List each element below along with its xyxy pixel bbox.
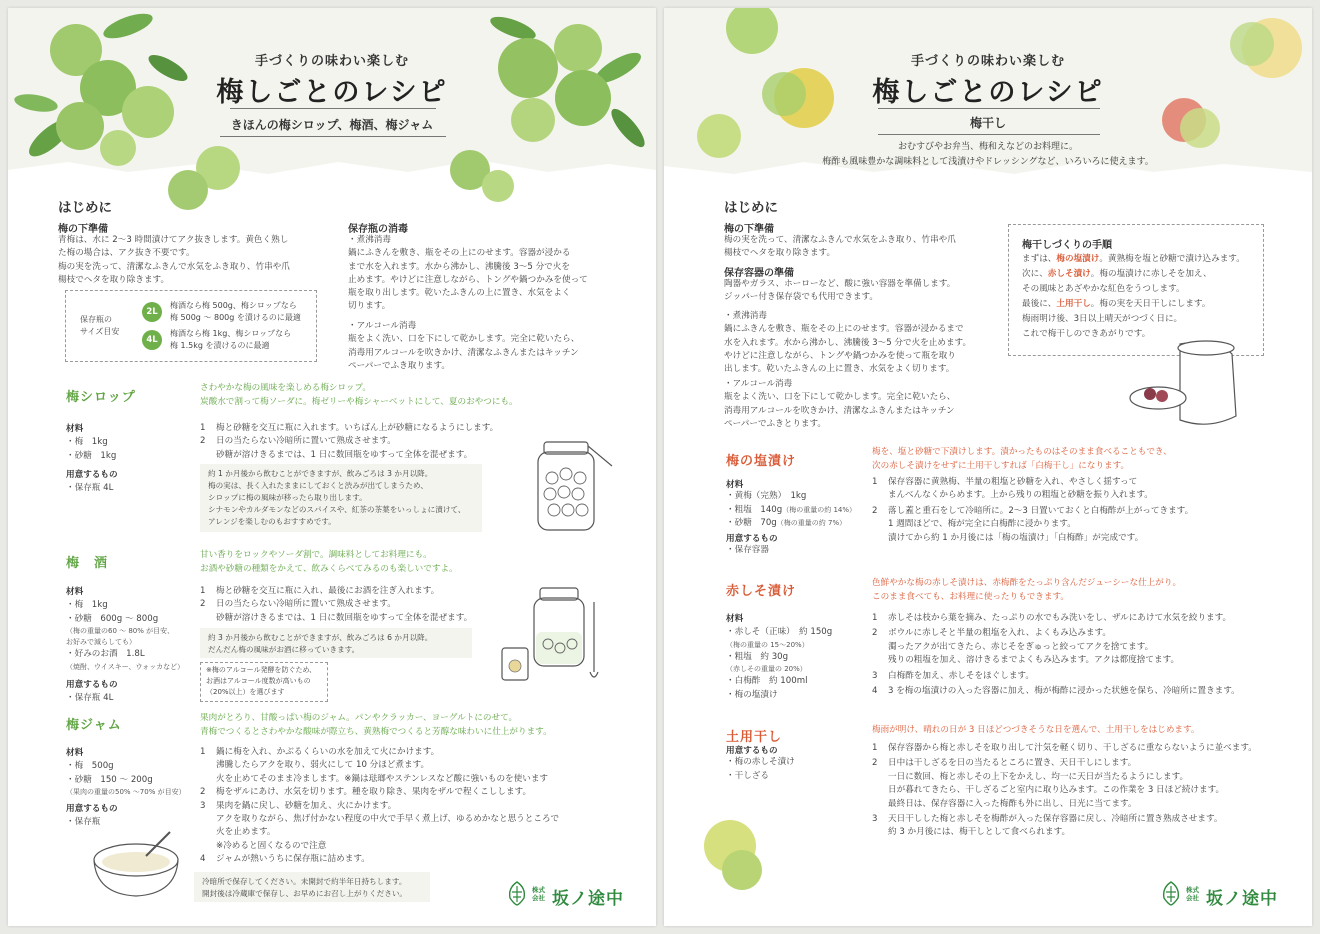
container-alcohol: ・アルコール消毒 瓶をよく洗い、口を下にして乾かします。完全に乾いたら、 消毒用アルコールを吹きかけ、清潔なふきんまたはキッチン ペーパーでふきとります。 xyxy=(724,379,956,429)
header-tagline: 梅干し xyxy=(969,116,1006,130)
shiso-steps: 1 赤しそは枝から葉を摘み、たっぷりの水でもみ洗いをし、ザルにあけて水気を絞ります。 2 ボウルに赤しそと半量の粗塩を入れ、よくもみ込みます。 濁ったアクが出てきたら、赤じそをぎゅっと絞ってアクを捨てます。 残りの粗塩を加え、溶けきるまでよくもみ込みます。アクは都度捨てます。 3 白梅酢を加え、赤しそをほぐします。 4 3 を梅の塩漬けの入った容器に加え、梅が梅酢に浸かった状態を保ち、冷暗所に置きます。 xyxy=(872,613,1240,697)
jam-steps: 1 鍋に梅を入れ、かぶるくらいの水を加えて火にかけます。 沸騰したらアクを取り、弱火にして 10 分ほど煮ます。 火を止めてそのまま冷まします。※鍋は琺瑯やステンレスなど酸に強いものを使います 2 梅をザルにあけ、水気を切ります。種を取り除き、果肉をザルで程くこしします。 3 果肉を鍋に戻し、砂糖を加え、火にかけます。 アクを取りながら、焦げ付かない程度の中火で手早く煮上げ、ゆるめかなと思うところで 火を止めます。 ※冷めると固くなるので注意 4 ジャムが熱いうちに保存瓶に詰めます。 xyxy=(200,747,560,865)
syrup-materials-head: 材料 xyxy=(66,424,84,434)
logo-main-text: 坂ノ途中 xyxy=(552,889,624,909)
jam-bowl-illustration xyxy=(86,826,186,906)
liquor-tools-head: 用意するもの xyxy=(66,680,118,690)
dry-lead: 梅雨が明け、晴れの日が 3 日ほどつづきそうな日を選んで、土用干しをはじめます。 xyxy=(872,725,1200,735)
liquor-aside: ※梅のアルコール発酵を防ぐため、 お酒はアルコール度数が高いもの （20%以上）を選びます xyxy=(206,666,317,696)
liquor-steps: 1 梅と砂糖を交互に瓶に入れ、最後にお酒を注ぎ入れます。 2 日の当たらない冷暗所に置いて熟成させます。 砂糖が溶けきるまでは、1 日に数回瓶をゆすって全体を混ぜます。 xyxy=(200,586,473,623)
header-rule-bottom xyxy=(878,134,1100,135)
syrup-jar-illustration xyxy=(528,438,618,538)
intro-title: はじめに xyxy=(724,200,778,216)
header-subtitle: 手づくりの味わい楽しむ xyxy=(910,54,1065,69)
left-page xyxy=(8,8,656,926)
procedure-title: 梅干しづくりの手順 xyxy=(1022,240,1112,251)
liquor-materials: ・梅 1kg ・砂糖 600g 〜 800g （梅の重量の60 〜 80% が目安、 お好みで減らしても） ・好みのお酒 1.8L （焼酎、ウイスキー、ウォッカなど） xyxy=(66,600,185,671)
dry-tools: ・梅の赤しそ漬け ・干しざる xyxy=(726,757,795,781)
prep-title: 梅の下準備 xyxy=(724,224,774,235)
jar-boil: ・煮沸消毒 鍋にふきんを敷き、瓶をその上にのせます。容器が浸かる まで水を入れます。水から沸かし、沸騰後 3〜5 分で火を 止めます。やけどに注意しながら、トングや鍋つかみを使って 瓶を取り出します。乾いたふきんの上に置き、水気をよく 切ります。 xyxy=(348,235,588,312)
shiso-lead: 色鮮やかな梅の赤しそ漬けは、赤梅酢をたっぷり含んだジューシーな仕上がり。 このまま食べても、お料理に使ったりもできます。 xyxy=(872,578,1182,602)
ume-pot-illustration xyxy=(1128,336,1248,436)
company-logo xyxy=(1160,880,1284,910)
header-subtitle: 手づくりの味わい楽しむ xyxy=(254,54,409,69)
salt-materials: ・黄梅（完熟） 1kg ・粗塩 140g（梅の重量の約 14%） ・砂糖 70g（梅の重量の約 7%） xyxy=(726,491,857,528)
salt-title: 梅の塩漬け xyxy=(726,454,797,469)
dry-tools-head: 用意するもの xyxy=(726,746,778,756)
container-title: 保存容器の準備 xyxy=(724,268,794,279)
salt-lead: 梅を、塩と砂糖で下漬けします。漬かったものはそのまま食べることもでき、 次の赤しそ漬けをせずに土用干しすれば「白梅干し」になります。 xyxy=(872,447,1172,471)
ume-fruit-bottom-illustration xyxy=(694,810,784,900)
liquor-title: 梅 酒 xyxy=(66,556,109,571)
salt-materials-head: 材料 xyxy=(726,480,744,490)
intro-title: はじめに xyxy=(58,200,112,216)
company-logo xyxy=(506,880,626,910)
liquor-jar-illustration xyxy=(496,582,606,692)
syrup-steps: 1 梅と砂糖を交互に瓶に入れます。いちばん上が砂糖になるようにします。 2 日の当たらない冷暗所に置いて熟成させます。 砂糖が溶けきるまでは、1 日に数回瓶をゆすって全体を混ぜます。 xyxy=(200,423,499,460)
size-guide-2l-text: 梅酒なら梅 500g、梅シロップなら 梅 500g 〜 800g を漬けるのに最適 xyxy=(170,301,301,322)
dry-steps: 1 保存容器から梅と赤しそを取り出して汁気を軽く切り、干しざるに重ならないように並べます。 2 日中は干しざるを日の当たるところに置き、天日干しにします。 一日に数回、梅と赤しその上下をかえし、均一に天日が当たるようにします。 日が暮れてきたら、干しざるごと室内に取り込みます。この作業を 3 日ほど続けます。 最終日は、保存容器に入った梅酢も外に出し、日光に当てます。 3 天日干しした梅と赤しそを梅酢が入った保存容器に戻し、冷暗所に置き熟成させます。 約 3 か月後には、梅干しとして食べられます。 xyxy=(872,743,1257,838)
prep-text: 青梅は、水に 2〜3 時間漬けてアク抜きします。黄色く熟し た梅の場合は、アク抜き不要です。 梅の実を洗って、清潔なふきんで水気をふき取り、竹串や爪 楊枝でヘタを取り除きます。 xyxy=(58,235,290,285)
jam-lead: 果肉がとろり、甘酸っぱい梅のジャム。パンやクラッカー、ヨーグルトにのせて。 青梅でつくるとさわやかな酸味が際立ち、黄熟梅でつくると芳醇な味わいに仕上がります。 xyxy=(200,713,552,737)
prep-title: 梅の下準備 xyxy=(58,224,108,235)
size-guide-4l-text: 梅酒なら梅 1kg、梅シロップなら 梅 1.5kg を漬けるのに最適 xyxy=(170,329,292,350)
prep-text: 梅の実を洗って、清潔なふきんで水気をふき取り、竹串や爪 楊枝でヘタを取り除きます。 xyxy=(724,235,956,259)
container-text: 陶器やガラス、ホーローなど、酸に強い容器を準備します。 ジッパー付き保存袋でも代用できます。 xyxy=(724,279,956,303)
salt-steps: 1 保存容器に黄熟梅、半量の粗塩と砂糖を入れ、やさしく揺すって まんべんなくからめます。上から残りの粗塩と砂糖を振り入れます。 2 落し蓋と重石をして冷暗所に。2〜3 日置いておくと白梅酢が上がってきます。 1 週間ほどで、梅が完全に白梅酢に浸かります。 漬けてから約 1 か月後には「梅の塩漬け」「白梅酢」が完成です。 xyxy=(872,477,1194,543)
header-title: 梅しごとのレシピ xyxy=(216,77,448,108)
shiso-materials: ・赤しそ（正味） 約 150g （梅の重量の 15〜20%） ・粗塩 約 30g （赤しその重量の 20%） ・白梅酢 約 100ml ・梅の塩漬け xyxy=(726,627,833,700)
logo-main-text: 坂ノ途中 xyxy=(1206,889,1278,909)
container-boil: ・煮沸消毒 鍋にふきんを敷き、瓶をその上にのせます。容器が浸かるまで 水を入れます。水から沸かし、沸騰後 3〜5 分で火を止めます。 やけどに注意しながら、トングや鍋つかみを使って瓶を取り 出します。乾いたふきんの上に置き、水気をよく切ります。 xyxy=(724,311,972,375)
shiso-title: 赤しそ漬け xyxy=(726,584,797,599)
jam-note: 冷暗所で保存してください。未開封で約半年日持ちします。 開封後は冷蔵庫で保存し、お早めにお召し上がりください。 xyxy=(194,872,430,902)
procedure-text: まずは、梅の塩漬け。黄熟梅を塩と砂糖で漬け込みます。 次に、赤しそ漬け。梅の塩漬けに赤しそを加え、 その風味とあざやかな紅色をうつします。 最後に、土用干し。梅の実を天日干しにします。 梅雨明け後、3日以上晴天がつづく日に。 これで梅干しのできあがりです。 xyxy=(1022,254,1245,339)
size-badge-2l: 2L xyxy=(142,302,162,322)
syrup-tools-head: 用意するもの xyxy=(66,470,118,480)
liquor-lead: 甘い香りをロックやソーダ割で。調味料としてお料理にも。 お酒や砂糖の種類をかえて、飲みくらべてみるのも楽しいですよ。 xyxy=(200,550,458,574)
syrup-tools: ・保存瓶 4L xyxy=(66,483,114,493)
logo-mark-icon xyxy=(506,880,528,906)
jam-materials: ・梅 500g ・砂糖 150 〜 200g （果肉の重量の50% 〜70% が目安） xyxy=(66,761,186,796)
jam-tools: ・保存瓶 xyxy=(66,817,101,827)
syrup-lead: さわやかな梅の風味を楽しめる梅シロップ。 炭酸水で割って梅ソーダに。梅ゼリーや梅シャーベットにして、夏のおやつにも。 xyxy=(200,383,518,407)
logo-small-text: 株式 会社 xyxy=(1186,886,1199,902)
header-rule-top xyxy=(230,108,436,109)
logo-mark-icon xyxy=(1160,880,1182,906)
right-page xyxy=(664,8,1312,926)
shiso-materials-head: 材料 xyxy=(726,614,744,624)
jam-materials-head: 材料 xyxy=(66,748,84,758)
header-title: 梅しごとのレシピ xyxy=(872,77,1104,108)
liquor-tools: ・保存瓶 4L xyxy=(66,693,114,703)
size-guide-label: 保存瓶の サイズ目安 xyxy=(80,315,120,336)
header-rule-bottom xyxy=(220,136,446,137)
header-tagline: きほんの梅シロップ、梅酒、梅ジャム xyxy=(230,118,434,132)
syrup-title: 梅シロップ xyxy=(66,390,136,405)
salt-tools: ・保存容器 xyxy=(726,545,769,555)
syrup-note: 約 1 か月後から飲むことができますが、飲みごろは 3 か月以降。 梅の実は、長く入れたままにしておくと渋みが出てしまうため、 シロップに梅の風味が移ったら取り出します。 シナモンやカルダモンなどのスパイスや、紅茶の茶葉をいっしょに漬けて、 アレンジを楽しむのもおすすめです。 xyxy=(200,464,482,532)
intro-text: おむすびやお弁当、梅和えなどのお料理に。 梅酢も風味豊かな調味料として浅漬けやドレッシングなど、いろいろに使えます。 xyxy=(822,142,1154,167)
ume-branch-illustration xyxy=(8,8,656,218)
salt-tools-head: 用意するもの xyxy=(726,534,778,544)
syrup-materials: ・梅 1kg ・砂糖 1kg xyxy=(66,437,117,461)
jar-title: 保存瓶の消毒 xyxy=(348,224,408,235)
jam-title: 梅ジャム xyxy=(66,718,122,733)
liquor-note: 約 3 か月後から飲むことができますが、飲みごろは 6 か月以降。 だんだん梅の風味がお酒に移っていきます。 xyxy=(200,628,472,658)
jam-tools-head: 用意するもの xyxy=(66,804,118,814)
liquor-materials-head: 材料 xyxy=(66,587,84,597)
size-badge-4l: 4L xyxy=(142,330,162,350)
dry-title: 土用干し xyxy=(726,730,783,745)
logo-small-text: 株式 会社 xyxy=(532,886,545,902)
header-rule-top xyxy=(878,108,1100,109)
jar-alcohol: ・アルコール消毒 瓶をよく洗い、口を下にして乾かします。完全に乾いたら、 消毒用アルコールを吹きかけ、清潔なふきんまたはキッチン ペーパーでふき取ります。 xyxy=(348,321,580,371)
